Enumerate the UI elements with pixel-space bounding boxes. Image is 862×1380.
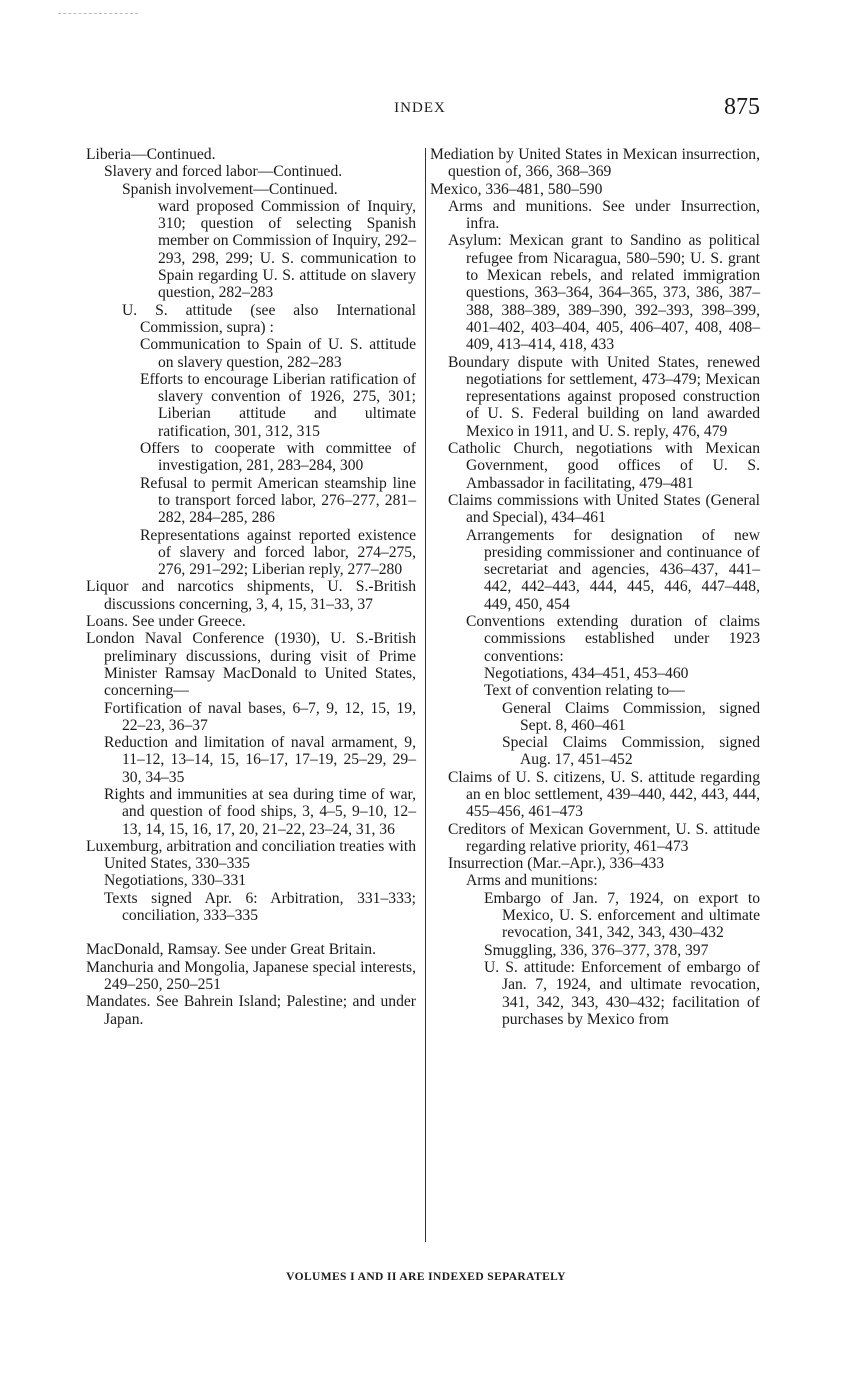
column-divider xyxy=(425,148,426,1242)
index-entry: MacDonald, Ramsay. See under Great Britain. xyxy=(86,941,376,959)
index-entry: Liberia—Continued. xyxy=(86,146,216,163)
index-column-left xyxy=(86,146,416,1028)
index-entry: Mandates. See Bahrein Island; Palestine; and under Japan. xyxy=(86,993,416,1028)
index-entry: Conventions extending duration of claims commissions established under 1923 conventions: xyxy=(466,613,760,665)
index-entry: Offers to cooperate with committee of investigation, 281, 283–284, 300 xyxy=(140,440,416,475)
section-gap xyxy=(86,924,416,941)
page-number: 875 xyxy=(724,94,760,120)
index-entry: Refusal to permit American steamship line to transport forced labor, 276–277, 281–282, 284–285, 286 xyxy=(140,474,416,527)
index-entry: Arms and munitions. See under Insurrection, infra. xyxy=(448,197,760,233)
index-entry: Texts signed Apr. 6: Arbitration, 331–333; conciliation, 333–335 xyxy=(104,889,416,925)
index-entry: Mexico, 336–481, 580–590 xyxy=(430,180,603,198)
index-entry: Spanish involvement—Continued. xyxy=(122,180,338,198)
index-entry: Liquor and narcotics shipments, U. S.-British discussions concerning, 3, 4, 15, 31–33, 37 xyxy=(86,578,416,613)
index-entry: Claims commissions with United States (General and Special), 434–461 xyxy=(448,491,760,527)
index-entry: Arms and munitions: xyxy=(466,872,598,890)
index-column-right xyxy=(430,146,760,1028)
index-entry: Manchuria and Mongolia, Japanese special interests, 249–250, 250–251 xyxy=(86,958,416,993)
index-entry: Communication to Spain of U. S. attitude on slavery question, 282–283 xyxy=(140,336,416,371)
index-entry: Representations against reported existence of slavery and forced labor, 274–275, 276, 291–292; Liberian reply, 277–280 xyxy=(140,526,416,579)
index-entry: Negotiations, 434–451, 453–460 xyxy=(484,664,689,682)
index-entry: Embargo of Jan. 7, 1924, on export to Mexico, U. S. enforcement and ultimate revocation, 341, 342, 343, 430–432 xyxy=(484,889,760,942)
running-head: INDEX xyxy=(394,100,446,116)
footer-note: VOLUMES I AND II ARE INDEXED SEPARATELY xyxy=(286,1271,566,1283)
index-entry: Loans. See under Greece. xyxy=(86,613,246,631)
index-entry: Mediation by United States in Mexican insurrection, question of, 366, 368–369 xyxy=(430,146,760,181)
index-entry: Fortification of naval bases, 6–7, 9, 12, 15, 19, 22–23, 36–37 xyxy=(104,699,416,734)
index-entry: Creditors of Mexican Government, U. S. attitude regarding relative priority, 461–473 xyxy=(448,820,760,855)
index-entry: Special Claims Commission, signed Aug. 17, 451–452 xyxy=(502,734,760,769)
index-entry: Catholic Church, negotiations with Mexican Government, good offices of U. S. Ambassador in facilitating, 479–481 xyxy=(448,440,760,492)
index-entry: Arrangements for designation of new presiding commissioner and continuance of secretariat and agencies, 436–437, 441–442, 442–443, 444, 445, 446, 447–448, 449, 450, 454 xyxy=(466,526,760,613)
index-entry: Slavery and forced labor—Continued. xyxy=(104,163,343,181)
index-entry: General Claims Commission, signed Sept. 8, 460–461 xyxy=(502,699,760,734)
index-entry: ward proposed Commission of Inquiry, 310; question of selecting Spanish member on Commission of Inquiry, 292–293, 298, 299; U. S. communication to Spain regarding U. S. attitude on slavery question, 282–283 xyxy=(158,197,416,302)
index-entry: Negotiations, 330–331 xyxy=(104,872,247,890)
index-entry: Insurrection (Mar.–Apr.), 336–433 xyxy=(448,855,665,873)
index-entry: U. S. attitude: Enforcement of embargo of Jan. 7, 1924, and ultimate revocation, 341, 342, 343, 430–432; facilitation of purchases by Mexico from xyxy=(484,958,760,1028)
index-entry: Efforts to encourage Liberian ratification of slavery convention of 1926, 275, 301; Liberian attitude and ultimate ratification, 301, 312, 315 xyxy=(140,370,416,440)
index-entry: Asylum: Mexican grant to Sandino as political refugee from Nicaragua, 580–590; U. S. grant to Mexican rebels, and related immigration questions, 363–364, 364–365, 373, 386, 387–388, 388–389, 389–390, 392–393, 398–399, 401–402, 403–404, 405, 406–407, 408, 408–409, 413–414, 418, 433 xyxy=(448,232,760,354)
index-entry: Rights and immunities at sea during time of war, and question of food ships, 3, 4–5, 9–10, 12–13, 14, 15, 16, 17, 20, 21–22, 23–24, 31, 36 xyxy=(104,785,416,838)
index-entry: Reduction and limitation of naval armament, 9, 11–12, 13–14, 15, 16–17, 17–19, 25–29, 29–30, 34–35 xyxy=(104,734,416,786)
index-entry: U. S. attitude (see also International Commission, supra) : xyxy=(122,301,416,336)
index-entry: Text of convention relating to— xyxy=(484,682,685,700)
index-entry: London Naval Conference (1930), U. S.-British preliminary discussions, during visit of Prime Minister Ramsay MacDonald to United States, concerning— xyxy=(86,630,416,700)
scan-artifact xyxy=(58,13,138,15)
index-entry: Luxemburg, arbitration and conciliation treaties with United States, 330–335 xyxy=(86,837,416,873)
index-entry: Claims of U. S. citizens, U. S. attitude regarding an en bloc settlement, 439–440, 442, 443, 444, 455–456, 461–473 xyxy=(448,768,760,821)
index-entry: Boundary dispute with United States, renewed negotiations for settlement, 473–479; Mexican representations against proposed construction of U. S. Federal building on land awarded Mexico in 1911, and U. S. reply, 476, 479 xyxy=(448,353,760,440)
index-entry: Smuggling, 336, 376–377, 378, 397 xyxy=(484,941,709,959)
